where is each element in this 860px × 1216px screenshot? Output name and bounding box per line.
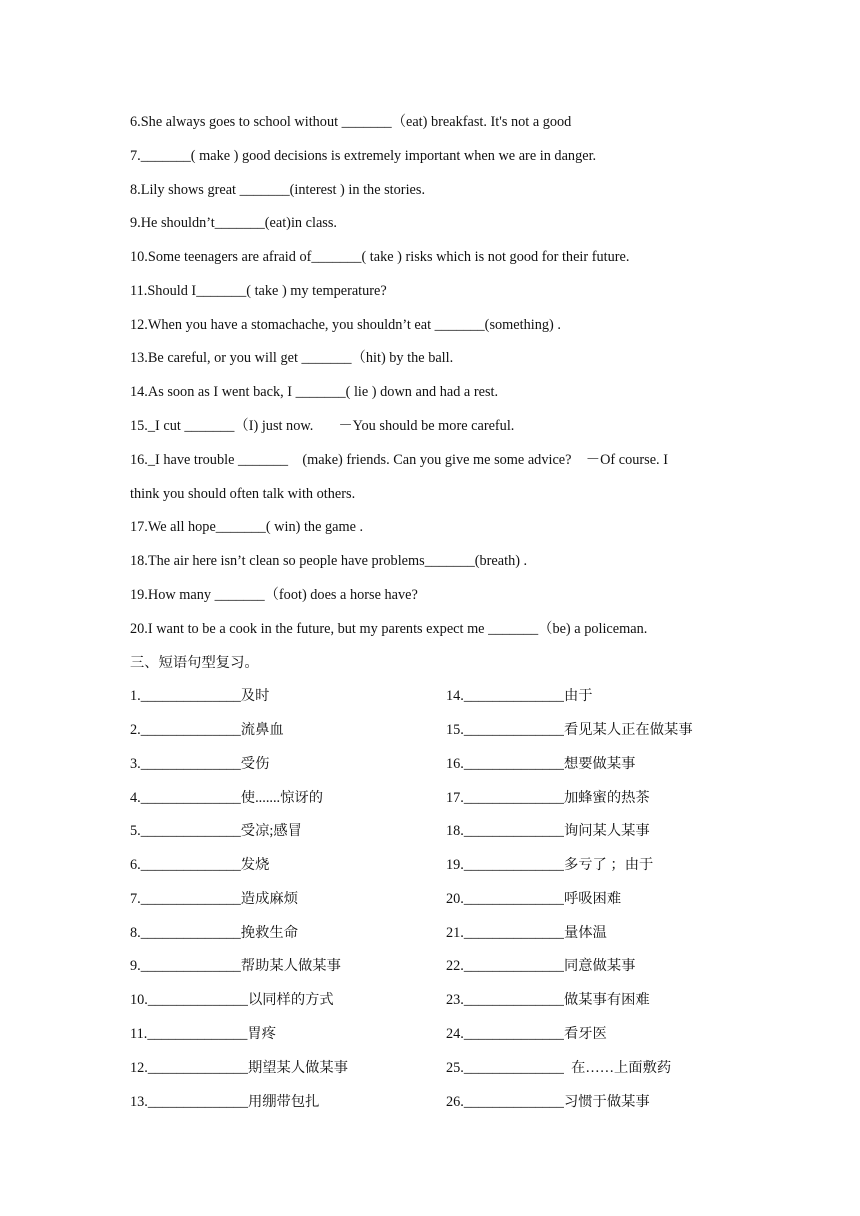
- phrase-item: 2.______________流鼻血: [130, 722, 284, 738]
- phrase-item: 17.______________加蜂蜜的热茶: [446, 790, 650, 806]
- phrase-item: 21.______________量体温: [446, 925, 607, 941]
- exercise-line-10: 10.Some teenagers are afraid of_______( take ) risks which is not good for their future.: [130, 249, 630, 265]
- phrase-item: 7.______________造成麻烦: [130, 891, 298, 907]
- exercise-line-19: 19.How many _______（foot) does a horse have?: [130, 587, 418, 603]
- phrase-item: 12.______________期望某人做某事: [130, 1060, 349, 1076]
- phrase-item: 25.______________ 在……上面敷药: [446, 1060, 672, 1076]
- exercise-line-6: 6.She always goes to school without _______（eat) breakfast. It's not a good: [130, 114, 572, 130]
- exercise-line-16: 16._I have trouble _______ (make) friends. Can you give me some advice? －Of course. I: [130, 452, 668, 468]
- phrase-item: 22.______________同意做某事: [446, 958, 636, 974]
- phrase-item: 20.______________呼吸困难: [446, 891, 622, 907]
- exercise-line-15: 15._I cut _______（I) just now. －You should be more careful.: [130, 418, 515, 434]
- exercise-line-9: 9.He shouldn’t_______(eat)in class.: [130, 215, 338, 231]
- phrase-item: 5.______________受凉;感冒: [130, 823, 302, 839]
- phrase-item: 6.______________发烧: [130, 857, 270, 873]
- phrase-item: 1.______________及时: [130, 688, 270, 704]
- phrase-item: 23.______________做某事有困难: [446, 992, 650, 1008]
- exercise-line-18: 18.The air here isn’t clean so people have problems_______(breath) .: [130, 553, 528, 569]
- phrase-item: 13.______________用绷带包扎: [130, 1094, 320, 1110]
- phrase-item: 11.______________胃疼: [130, 1026, 277, 1042]
- phrase-item: 14.______________由于: [446, 688, 593, 704]
- phrase-item: 26.______________习惯于做某事: [446, 1094, 650, 1110]
- exercise-line-11: 11.Should I_______( take ) my temperature?: [130, 283, 387, 299]
- phrase-item: 16.______________想要做某事: [446, 756, 636, 772]
- exercise-line-17: 17.We all hope_______( win) the game .: [130, 519, 364, 535]
- phrase-item: 4.______________使.......惊讶的: [130, 790, 324, 806]
- exercise-line-20: 20.I want to be a cook in the future, but my parents expect me _______（be) a policeman.: [130, 621, 648, 637]
- phrase-item: 9.______________帮助某人做某事: [130, 958, 341, 974]
- phrase-item: 19.______________多亏了 ；由于: [446, 857, 654, 873]
- phrase-item: 24.______________看牙医: [446, 1026, 607, 1042]
- exercise-line-7: 7._______( make ) good decisions is extremely important when we are in danger.: [130, 148, 597, 164]
- exercise-line-16-continued: think you should often talk with others.: [130, 486, 356, 502]
- exercise-line-8: 8.Lily shows great _______(interest ) in the stories.: [130, 182, 426, 198]
- exercise-line-14: 14.As soon as I went back, I _______( lie ) down and had a rest.: [130, 384, 499, 400]
- exercise-line-13: 13.Be careful, or you will get _______（hit) by the ball.: [130, 350, 454, 366]
- phrase-item: 8.______________挽救生命: [130, 925, 298, 941]
- phrase-item: 3.______________受伤: [130, 756, 270, 772]
- phrase-item: 10.______________以同样的方式: [130, 992, 334, 1008]
- section-heading: 三、短语句型复习。: [130, 655, 259, 671]
- exercise-line-12: 12.When you have a stomachache, you shouldn’t eat _______(something) .: [130, 317, 561, 333]
- phrase-item: 15.______________看见某人正在做某事: [446, 722, 693, 738]
- phrase-item: 18.______________询问某人某事: [446, 823, 650, 839]
